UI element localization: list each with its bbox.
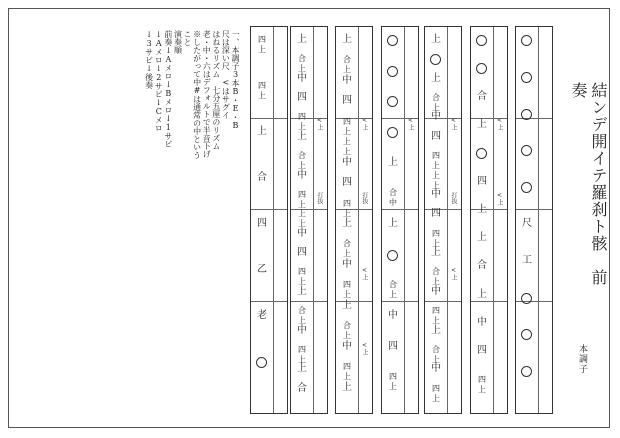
note-line: 尺は深い尺 <はサグイ [221, 30, 231, 119]
measure-line [425, 301, 461, 302]
note-cell: 四 [477, 345, 487, 357]
note-cell: 合 [477, 90, 487, 102]
note-cell: 四上 [258, 35, 266, 54]
uchinuki-annotation: 打抜 [316, 192, 323, 204]
note-cell: 老 [257, 310, 267, 321]
note-cell: 中 [431, 188, 441, 200]
note-cell: 上上 [432, 170, 440, 190]
note-cell: 四上 [298, 189, 306, 209]
rest-circle [387, 35, 398, 46]
rest-circle [521, 329, 532, 340]
note-cell: 中 [431, 363, 441, 375]
note-cell: 四上 [298, 344, 306, 364]
note-cell: 合上 [432, 93, 440, 113]
note-cell: 中 [477, 317, 487, 329]
note-cell: 上 [257, 126, 267, 137]
note-line: ↓3サビ↓後奏 [144, 30, 154, 89]
note-cell: 合上 [432, 267, 440, 287]
note-cell: 合 [257, 172, 267, 183]
note-cell: 上 [388, 156, 398, 168]
rest-circle [430, 54, 441, 65]
note-cell: 四上 [298, 112, 306, 132]
rest-circle [521, 72, 532, 83]
rest-circle [521, 35, 532, 46]
note-cell: 四 [342, 177, 352, 189]
note-line: 老・中・六はデフォルトで半音下げ [202, 30, 212, 158]
note-cell: 四上 [432, 228, 440, 248]
note-cell: 上 [297, 363, 307, 375]
rest-circle [256, 357, 267, 368]
note-cell: 中 [342, 340, 352, 352]
note-cell: 合上 [389, 280, 397, 300]
measure-line [471, 301, 507, 302]
note-cell: 上 [297, 130, 307, 142]
notation-column [470, 26, 508, 414]
note-line: 演奏順 [173, 30, 183, 54]
note-cell: 中 [297, 227, 307, 239]
rest-circle [521, 182, 532, 193]
note-cell: 中 [297, 72, 307, 84]
tuning-label: 本調子 [577, 344, 587, 374]
note-cell: 合上 [432, 344, 440, 364]
score-title: 結ンデ開イテ羅刹ト骸 前奏 [569, 82, 608, 286]
measure-line [251, 209, 287, 210]
sagui-annotation: <上 [496, 117, 503, 130]
measure-line [251, 118, 287, 119]
rest-circle [521, 109, 532, 120]
note-line: はねるリズム 七分五厘のリズム [211, 30, 221, 150]
note-line: 前奏↓Aメロ↓Bメロ↓1サビ [163, 30, 173, 148]
note-cell: 上 [477, 288, 487, 300]
note-cell: 合 [297, 382, 307, 394]
note-cell: 合上 [343, 321, 351, 341]
note-cell: 四 [297, 247, 307, 259]
notation-column [381, 26, 419, 414]
rest-circle [521, 366, 532, 377]
note-cell: 合上 [343, 55, 351, 75]
note-cell: 上 [477, 118, 487, 130]
note-cell: 上 [431, 324, 441, 336]
rest-circle [476, 63, 487, 74]
uchinuki-annotation: 打抜 [361, 192, 368, 204]
notation-column [290, 26, 328, 414]
note-cell: 上上 [343, 137, 351, 157]
note-cell: 上 [431, 247, 441, 259]
note-cell: 中 [431, 285, 441, 297]
measure-line [382, 209, 418, 210]
note-cell: 合上 [298, 54, 306, 74]
note-cell: 上 [388, 218, 398, 229]
rest-circle [387, 250, 398, 261]
note-cell: 上 [431, 34, 441, 45]
note-cell: 上 [297, 34, 307, 45]
note-cell: 合 [477, 260, 487, 272]
note-cell: 中 [342, 74, 352, 86]
note-cell: 上 [342, 218, 352, 229]
note-cell: 四上 [432, 151, 440, 171]
note-cell: 上 [342, 381, 352, 393]
note-line: ※したがって中#は通常の中という [192, 30, 202, 159]
note-cell: 四上 [343, 198, 351, 218]
note-cell: 乙 [257, 264, 267, 275]
note-cell: 四上 [343, 116, 351, 136]
measure-line [382, 301, 418, 302]
note-cell: 上 [477, 232, 487, 244]
rest-circle [387, 127, 398, 138]
measure-line [291, 301, 327, 302]
sagui-annotation: <上 [496, 192, 503, 205]
note-cell: 四上 [298, 267, 306, 287]
note-cell: 上 [342, 299, 352, 311]
rest-circle [387, 66, 398, 77]
note-cell: 中 [342, 156, 352, 168]
note-cell: 中 [431, 111, 441, 123]
note-cell: 中 [388, 310, 398, 321]
note-cell: 上 [431, 72, 441, 84]
rest-circle [387, 96, 398, 107]
sagui-annotation: <上 [361, 117, 368, 130]
performance-notes [100, 30, 240, 280]
note-cell: 中 [342, 258, 352, 270]
note-cell: 合上 [298, 151, 306, 171]
note-cell: 上上 [298, 209, 306, 229]
column-divider [313, 27, 314, 413]
note-cell: 四 [431, 130, 441, 142]
notation-column [515, 26, 553, 414]
note-cell: 上 [297, 285, 307, 297]
note-cell: 尺 [522, 218, 532, 229]
note-cell: 四上 [343, 362, 351, 382]
column-divider [273, 27, 274, 413]
note-cell: 中 [297, 324, 307, 336]
column-divider [493, 27, 494, 413]
note-cell: 合中 [389, 188, 397, 208]
rest-circle [521, 145, 532, 156]
note-cell: 四上 [478, 374, 486, 394]
sagui-annotation: <上 [450, 117, 457, 130]
uchinuki-annotation: 打抜 [450, 192, 457, 204]
rest-circle [476, 35, 487, 46]
note-cell: 四 [388, 340, 398, 352]
note-cell: 合上 [298, 306, 306, 326]
note-cell: 四 [257, 218, 267, 229]
notation-column [335, 26, 373, 414]
rest-circle [476, 148, 487, 159]
notation-column [424, 26, 462, 414]
note-cell: 合上 [343, 239, 351, 259]
note-cell: 四上 [343, 280, 351, 300]
note-cell: 四上 [258, 81, 266, 100]
note-line: ↓Aメロ↓2サビ↓Cメロ [154, 30, 164, 132]
sagui-annotation: <上 [450, 267, 457, 280]
column-divider [358, 27, 359, 413]
note-cell: 四上 [432, 306, 440, 326]
note-cell: 四 [477, 175, 487, 187]
measure-line [516, 209, 552, 210]
column-divider [538, 27, 539, 413]
sagui-annotation: <上 [361, 342, 368, 355]
column-divider [447, 27, 448, 413]
measure-line [251, 301, 287, 302]
note-cell: 上 [477, 203, 487, 215]
note-cell: 四 [342, 95, 352, 107]
sagui-annotation: <上 [361, 267, 368, 280]
note-cell: 四上 [389, 372, 397, 392]
column-divider [404, 27, 405, 413]
rest-circle [521, 293, 532, 304]
notation-column [250, 26, 288, 414]
sagui-annotation: <上 [407, 117, 414, 130]
note-line: こと [183, 30, 193, 46]
note-cell: 四上 [432, 383, 440, 403]
note-cell: 中 [297, 169, 307, 181]
sagui-annotation: <上 [316, 117, 323, 130]
note-cell: 四 [297, 92, 307, 104]
note-cell: 上 [342, 34, 352, 45]
note-cell: 工 [522, 254, 532, 266]
note-cell: 四 [431, 208, 441, 220]
note-line: 一、本調子3本B・E・B [231, 30, 240, 130]
